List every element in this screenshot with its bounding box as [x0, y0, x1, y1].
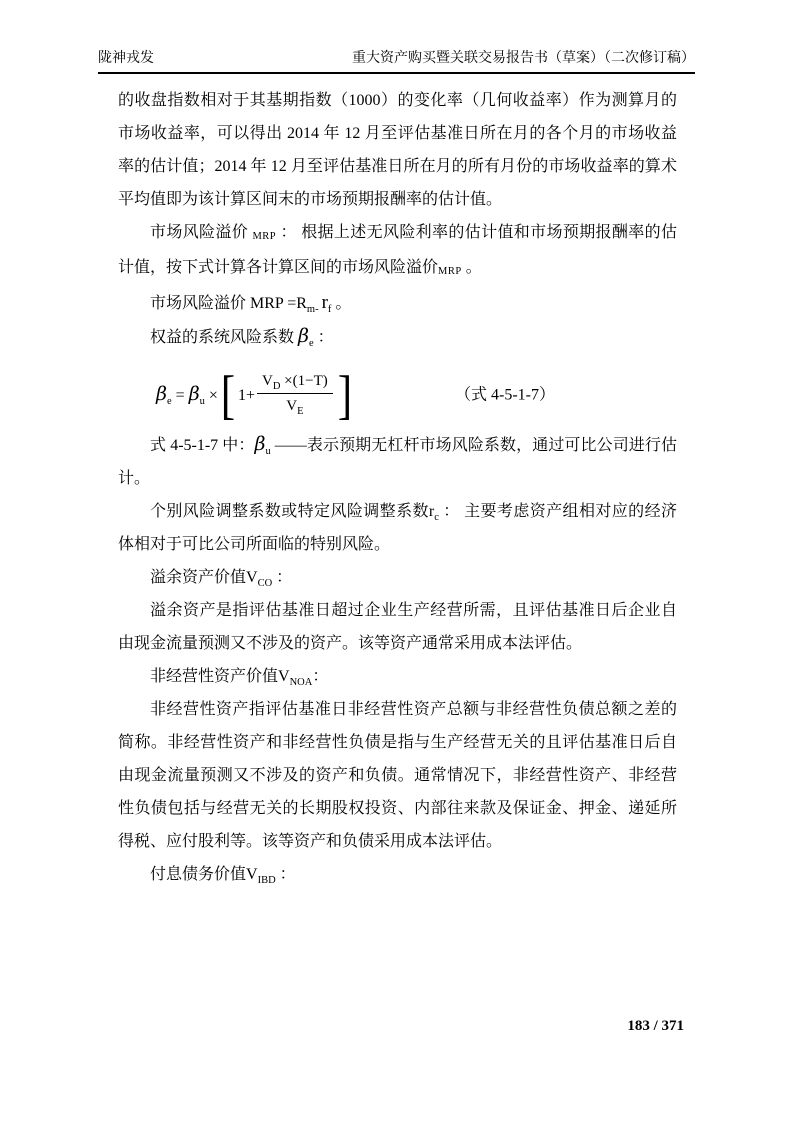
equals-sign: =	[171, 387, 189, 404]
subscript-e: e	[166, 396, 172, 408]
text-run: 市场风险溢价	[150, 224, 253, 241]
formula-text: 。	[331, 295, 352, 312]
subscript-u: u	[199, 396, 205, 408]
formula-one-plus: 1+	[237, 386, 255, 404]
fraction-denominator	[257, 394, 333, 417]
text-run: ：	[272, 569, 293, 586]
numerator-expression: ×(1−T)	[280, 372, 328, 389]
header-report-title: 重大资产购买暨关联交易报告书（草案）（二次修订稿）	[352, 51, 695, 66]
variable-v: V	[286, 397, 298, 414]
text-run: ：	[275, 866, 296, 883]
equation-number: （式 4-5-1-7）	[455, 386, 555, 404]
subscript-d: D	[272, 380, 281, 392]
formula-text: 市场风险溢价 MRP =R	[150, 295, 307, 312]
formula-mrp	[118, 286, 677, 320]
heading-non-operating-asset-value	[118, 660, 677, 693]
paragraph-beta-u-explanation	[118, 428, 677, 495]
subscript-c: c	[434, 512, 439, 524]
beta-symbol: β	[188, 383, 200, 405]
text-run: 。	[461, 259, 482, 276]
paragraph-market-return: 的收盘指数相对于其基期指数（1000）的变化率（几何收益率）作为测算月的市场收益率，可以得出 2014 年 12 月至评估基准日所在月的各个月的市场收益率的估计值；2014 年 12 月至评估基准日所在月的所有月份的市场收益率的算术平均值即为该计算区间末的市场预期报酬率的估计值。	[118, 92, 677, 208]
variable-v: V	[261, 372, 273, 389]
close-bracket: ]	[337, 365, 352, 425]
subscript-mrp: MRP	[252, 231, 277, 242]
header-company-name: 陇神戎发	[98, 51, 154, 66]
fraction-numerator	[257, 370, 333, 394]
subscript-mrp: MRP	[438, 266, 462, 277]
beta-symbol: β	[156, 383, 167, 405]
subscript-u: u	[265, 446, 271, 458]
page-header	[98, 50, 695, 74]
subscript-co: CO	[257, 578, 273, 590]
variable-v: V	[246, 569, 258, 586]
paragraph-surplus-asset: 溢余资产是指评估基准日超过企业生产经营所需，且评估基准日后企业自由现金流量预测又不涉及的资产。该等资产通常采用成本法评估。	[118, 602, 677, 652]
formula-beta-lhs	[156, 378, 218, 412]
text-run: ：	[312, 668, 329, 685]
variable-rf: r	[321, 292, 328, 313]
text-run: ： 根据上述无风险利率的估计值和市场预期报酬率的估计值，按下式计算各计算区间的市场风险溢价	[118, 224, 677, 276]
text-run: 溢余资产价值	[150, 569, 247, 586]
subscript-e: E	[297, 405, 304, 417]
heading-surplus-asset-value	[118, 561, 677, 594]
subscript-ibd: IBD	[257, 875, 276, 887]
text-run: ： 主要考虑资产组相对应的经济体相对于可比公司所面临的特别风险。	[118, 503, 677, 553]
subscript-e: e	[309, 338, 314, 350]
subscript-rm: m-	[306, 304, 319, 316]
page-number: 183 / 371	[627, 1018, 684, 1034]
text-run: 权益的系统风险系数	[150, 329, 299, 346]
paragraph-mrp-definition	[118, 216, 677, 286]
beta-symbol: β	[298, 325, 309, 347]
subscript-rf: f	[327, 304, 332, 316]
subscript-noa: NOA	[289, 677, 313, 689]
paragraph-specific-risk	[118, 495, 677, 561]
formula-beta-equation	[118, 362, 677, 428]
open-bracket: [	[220, 365, 236, 425]
paragraph-non-operating-asset: 非经营性资产指评估基准日非经营性资产总额与非经营性负债总额之差的简称。非经营性资产和非经营性负债是指与生产经营无关的且评估基准日后自由现金流量预测又不涉及的资产和负债。通常情况下，非经营性资产、非经营性负债包括与经营无关的长期股权投资、内部往来款及保证金、押金、递延所得税、应付股利等。该等资产和负债采用成本法评估。	[118, 701, 677, 850]
variable-v: V	[278, 668, 290, 685]
variable-v: V	[246, 866, 258, 883]
beta-symbol: β	[254, 433, 266, 455]
fraction	[257, 370, 333, 417]
heading-beta-e	[118, 320, 677, 354]
text-run: 式 4-5-1-7 中：	[150, 437, 255, 454]
times-sign: ×	[204, 387, 218, 404]
heading-interest-bearing-debt-value	[118, 858, 677, 891]
text-run: ：	[313, 329, 334, 346]
text-run: ——表示预期无杠杆市场风险系数，通过可比公司进行估计。	[118, 437, 677, 487]
document-body	[118, 84, 677, 891]
variable-r: r	[428, 503, 435, 520]
text-run: 付息债务价值	[150, 866, 247, 883]
text-run: 非经营性资产价值	[150, 668, 279, 685]
text-run: 个别风险调整系数或特定风险调整系数	[150, 503, 429, 520]
